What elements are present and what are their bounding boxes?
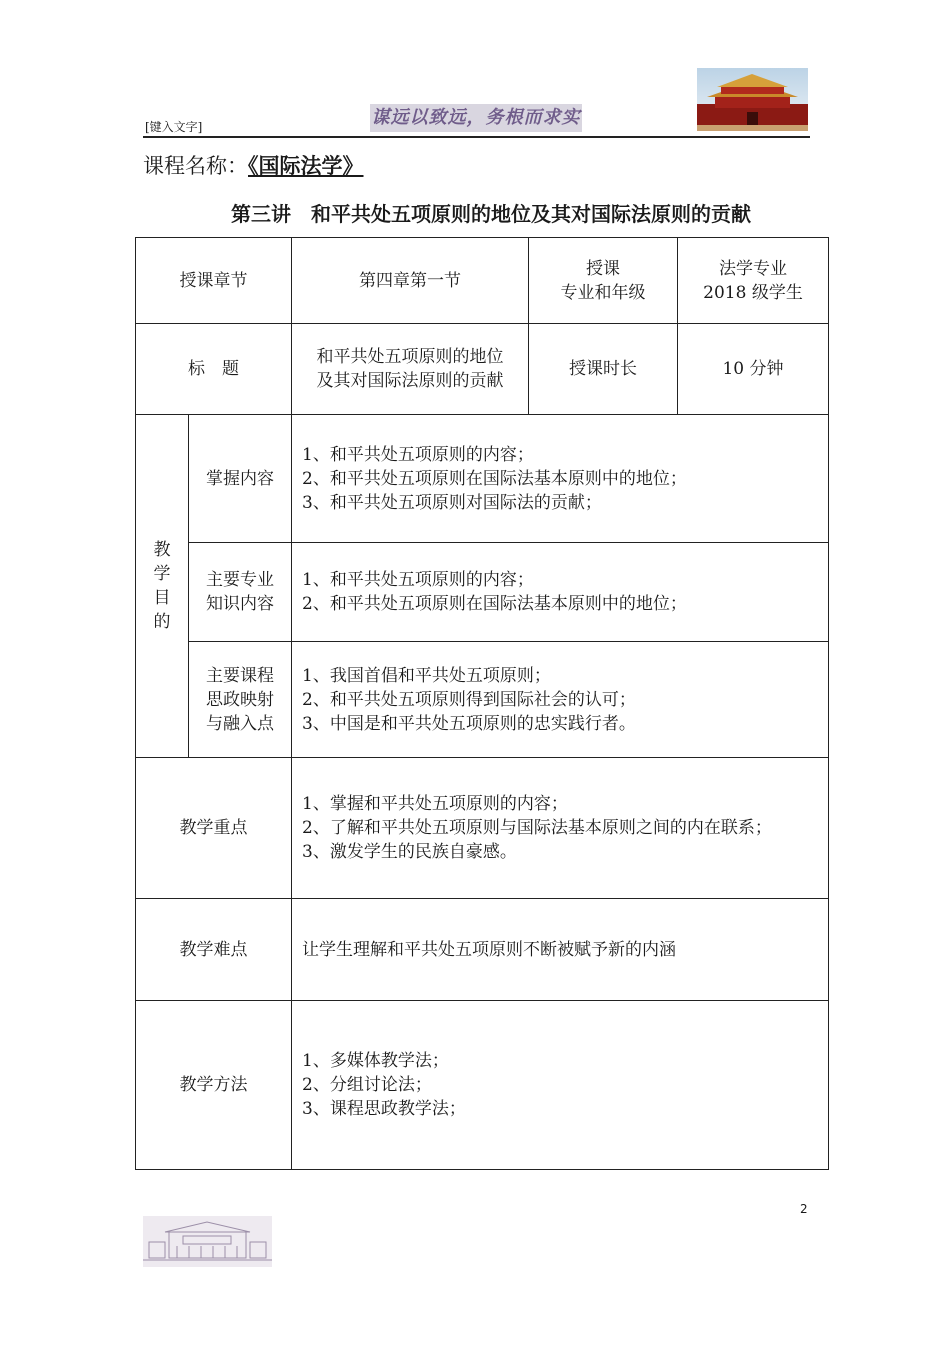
row-ideology-points <box>136 642 829 758</box>
list-item: 2、了解和平共处五项原则与国际法基本原则之间的内在联系； <box>302 818 772 838</box>
major-value-line-2: 2018 级学生 <box>703 282 803 303</box>
list-item: 1、多媒体教学法； <box>302 1051 449 1071</box>
list-item: 2、和平共处五项原则得到国际社会的认可； <box>302 689 636 710</box>
header-placeholder-text: [键入文字] <box>145 120 203 134</box>
row-methods <box>136 1001 829 1170</box>
duration-label: 授课时长 <box>529 324 678 415</box>
list-item: 3、课程思政教学法； <box>302 1099 466 1119</box>
list-item: 2、和平共处五项原则在国际法基本原则中的地位； <box>302 594 687 614</box>
knowledge-content-list <box>292 543 829 642</box>
major-value <box>678 238 829 324</box>
methods-label: 教学方法 <box>136 1001 292 1170</box>
campus-building-logo <box>143 1216 272 1267</box>
key-points-label: 教学重点 <box>136 758 292 899</box>
title-value-line-2: 及其对国际法原则的贡献 <box>316 371 504 391</box>
list-item: 3、和平共处五项原则对国际法的贡献； <box>302 492 602 513</box>
ideology-points-list <box>292 642 829 758</box>
title-label: 标 题 <box>136 324 292 415</box>
major-label-line-1: 授课 <box>586 258 620 279</box>
list-item: 3、中国是和平共处五项原则的忠实践行者。 <box>302 713 636 734</box>
list-item: 1、和平共处五项原则的内容； <box>302 570 534 590</box>
motto-banner: 谋远以致远，务根而求实 <box>370 104 582 132</box>
difficulties-value: 让学生理解和平共处五项原则不断被赋予新的内涵 <box>292 899 829 1001</box>
list-item: 1、和平共处五项原则的内容； <box>302 444 534 465</box>
header-divider <box>143 136 810 138</box>
major-label <box>529 238 678 324</box>
list-item: 2、和平共处五项原则在国际法基本原则中的地位； <box>302 468 687 489</box>
chapter-label: 授课章节 <box>136 238 292 324</box>
course-name: 《国际法学》 <box>248 153 364 178</box>
ideology-points-label: 主要课程 思政映射 与融入点 <box>189 642 292 758</box>
key-points-list <box>292 758 829 899</box>
duration-value: 10 分钟 <box>678 324 829 415</box>
course-name-line <box>143 150 364 180</box>
row-master-content <box>136 415 829 543</box>
row-chapter <box>136 238 829 324</box>
row-difficulties <box>136 899 829 1001</box>
title-value-line-1: 和平共处五项原则的地位 <box>316 347 504 367</box>
tiananmen-photo <box>697 68 808 131</box>
master-content-list <box>292 415 829 543</box>
row-knowledge-content <box>136 543 829 642</box>
methods-list <box>292 1001 829 1170</box>
lesson-plan-table <box>135 237 829 1170</box>
objectives-group-label: 教学目的 <box>136 415 189 758</box>
knowledge-content-label: 主要专业 知识内容 <box>189 543 292 642</box>
list-item: 2、分组讨论法； <box>302 1075 432 1095</box>
difficulties-label: 教学难点 <box>136 899 292 1001</box>
row-key-points <box>136 758 829 899</box>
course-label: 课程名称： <box>143 154 248 178</box>
chapter-value: 第四章第一节 <box>292 238 529 324</box>
master-content-label: 掌握内容 <box>189 415 292 543</box>
list-item: 1、我国首倡和平共处五项原则； <box>302 665 551 686</box>
row-title <box>136 324 829 415</box>
lecture-title: 第三讲 和平共处五项原则的地位及其对国际法原则的贡献 <box>231 202 751 226</box>
major-label-line-2: 专业和年级 <box>560 282 646 303</box>
major-value-line-1: 法学专业 <box>719 258 787 279</box>
list-item: 1、掌握和平共处五项原则的内容； <box>302 794 568 814</box>
list-item: 3、激发学生的民族自豪感。 <box>302 842 517 862</box>
page-number: 2 <box>800 1202 808 1216</box>
title-value <box>292 324 529 415</box>
